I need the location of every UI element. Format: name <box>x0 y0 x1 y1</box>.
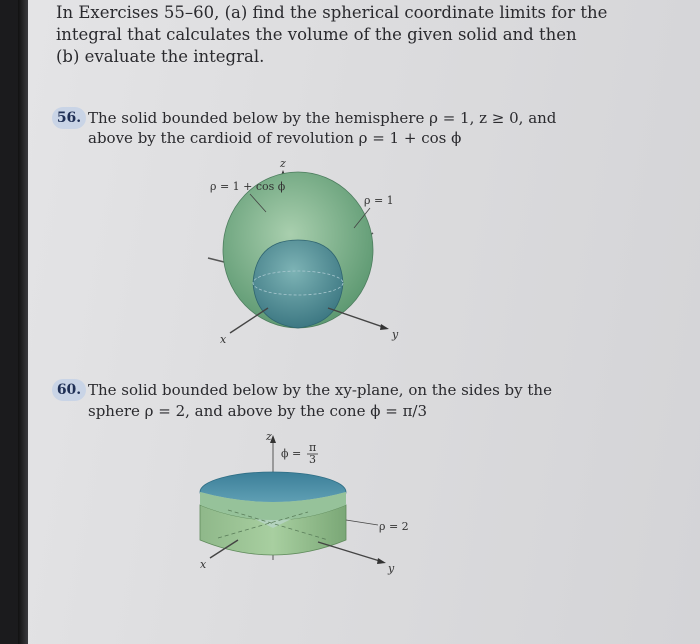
textbook-page <box>28 0 700 644</box>
z-label: z <box>266 430 272 443</box>
sphere-leader <box>346 520 378 525</box>
x-label: x <box>220 333 227 346</box>
y-axis <box>328 308 386 328</box>
exercise-56-line-2: above by the cardioid of revolution ρ = 1 + cos ϕ <box>88 129 462 147</box>
exercise-60-line-1: The solid bounded below by the xy-plane, on the sides by the <box>88 381 552 399</box>
y-label: y <box>392 328 399 341</box>
photo-left-edge <box>18 0 28 644</box>
figure-60 <box>178 430 428 580</box>
y-label: y <box>388 562 395 575</box>
x-axis <box>230 308 268 333</box>
figure-56 <box>188 158 428 358</box>
exercise-56-line-1: The solid bounded below by the hemisphere ρ = 1, z ≥ 0, and <box>88 109 557 127</box>
intro-line-1: In Exercises 55–60, (a) find the spherical coordinate limits for the <box>56 3 608 22</box>
phi-denominator: 3 <box>309 453 316 466</box>
exercise-56-number: 56. <box>52 107 86 129</box>
exercise-60-number: 60. <box>52 379 86 401</box>
x-label: x <box>200 558 207 571</box>
z-label: z <box>280 158 286 170</box>
intro-line-2: integral that calculates the volume of the given solid and then <box>56 25 577 44</box>
phi-numerator: π <box>309 441 317 454</box>
sphere-label: ρ = 1 <box>364 194 394 207</box>
y-axis <box>318 542 383 562</box>
cardioid-label: ρ = 1 + cos ϕ <box>210 180 286 193</box>
exercise-60-line-2: sphere ρ = 2, and above by the cone ϕ = π/3 <box>88 402 428 420</box>
hemisphere-solid <box>253 240 343 328</box>
phi-label: ϕ = <box>281 447 302 460</box>
y-axis-arrow <box>380 324 389 330</box>
y-axis-arrow <box>377 558 386 564</box>
intro-line-3: (b) evaluate the integral. <box>56 47 265 66</box>
sphere-label: ρ = 2 <box>379 520 409 533</box>
